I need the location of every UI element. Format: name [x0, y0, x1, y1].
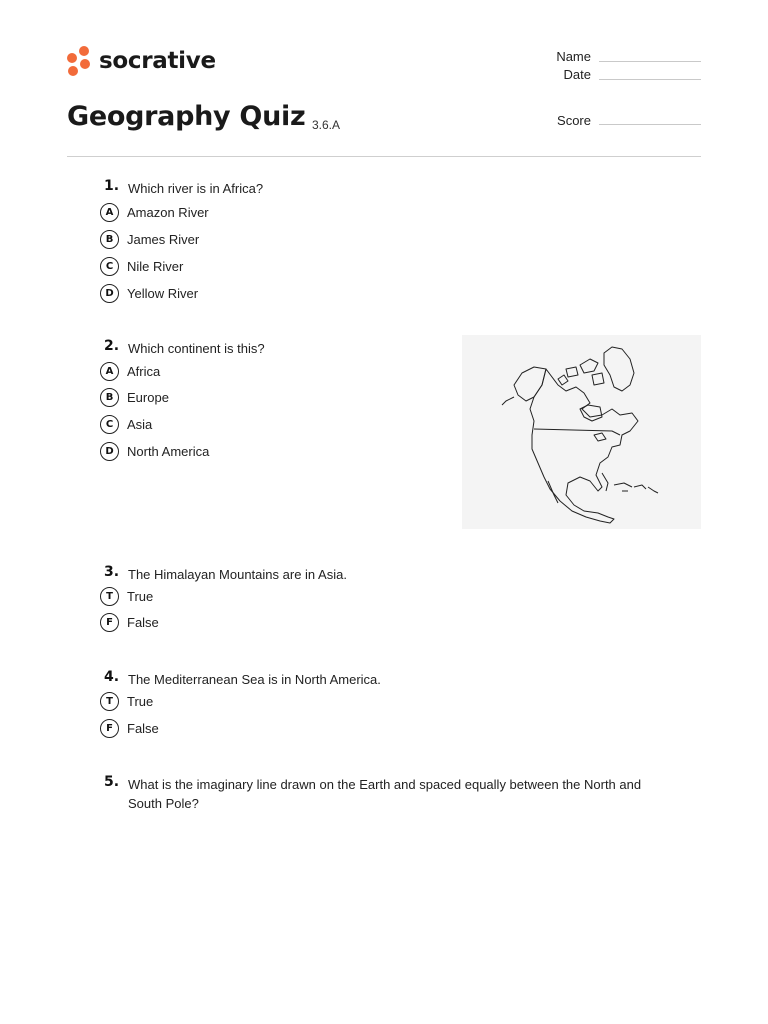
- page-title: Geography Quiz: [67, 101, 306, 132]
- option-label: True: [127, 588, 154, 604]
- answer-bubble[interactable]: A: [100, 362, 119, 381]
- option-d[interactable]: [100, 283, 198, 303]
- continent-outline-icon: [462, 335, 701, 529]
- option-a[interactable]: [100, 202, 209, 222]
- question-3: [100, 564, 700, 630]
- option-a[interactable]: [100, 361, 160, 381]
- question-number: 5.: [104, 774, 120, 790]
- answer-bubble[interactable]: T: [100, 692, 119, 711]
- answer-bubble[interactable]: F: [100, 719, 119, 738]
- option-label: Nile River: [127, 258, 184, 274]
- option-false[interactable]: [100, 718, 159, 738]
- option-true[interactable]: [100, 586, 153, 606]
- option-label: True: [127, 693, 154, 709]
- question-number: 2.: [104, 338, 120, 354]
- question-text: What is the imaginary line drawn on the Earth and spaced equally between the North and South Pole?: [128, 777, 642, 811]
- answer-bubble[interactable]: C: [100, 415, 119, 434]
- option-b[interactable]: [100, 387, 169, 407]
- answer-bubble[interactable]: D: [100, 284, 119, 303]
- answer-bubble[interactable]: T: [100, 587, 119, 606]
- question-5: [100, 774, 700, 811]
- question-text: Which river is in Africa?: [128, 181, 264, 196]
- option-d[interactable]: [100, 441, 209, 461]
- question-4: [100, 669, 700, 736]
- answer-bubble[interactable]: B: [100, 388, 119, 407]
- score-field[interactable]: [520, 113, 701, 131]
- answer-bubble[interactable]: F: [100, 613, 119, 632]
- option-label: False: [127, 720, 159, 736]
- answer-bubble[interactable]: A: [100, 203, 119, 222]
- option-c[interactable]: [100, 256, 183, 276]
- date-label: Date: [563, 67, 591, 82]
- option-label: Asia: [127, 416, 153, 432]
- score-line[interactable]: [599, 124, 701, 125]
- date-field[interactable]: [520, 67, 701, 85]
- question-1: [100, 178, 700, 301]
- answer-bubble[interactable]: B: [100, 230, 119, 249]
- answer-bubble[interactable]: C: [100, 257, 119, 276]
- answer-bubble[interactable]: D: [100, 442, 119, 461]
- question-number: 1.: [104, 178, 120, 194]
- option-label: North America: [127, 443, 210, 459]
- north-america-map: [462, 335, 701, 529]
- option-false[interactable]: [100, 612, 159, 632]
- option-label: James River: [127, 231, 200, 247]
- name-label: Name: [556, 49, 591, 64]
- question-number: 4.: [104, 669, 120, 685]
- name-field[interactable]: [520, 49, 701, 67]
- name-line[interactable]: [599, 61, 701, 62]
- option-label: Amazon River: [127, 204, 209, 220]
- option-label: Africa: [127, 363, 161, 379]
- option-label: Europe: [127, 389, 169, 405]
- option-label: False: [127, 614, 159, 630]
- socrative-logo: [67, 44, 216, 78]
- option-c[interactable]: [100, 414, 152, 434]
- logo-wordmark: socrative: [99, 48, 216, 74]
- question-number: 3.: [104, 564, 120, 580]
- score-label: Score: [557, 113, 591, 128]
- question-text: The Mediterranean Sea is in North America.: [128, 672, 381, 687]
- option-label: Yellow River: [127, 285, 199, 301]
- question-text: Which continent is this?: [128, 341, 265, 356]
- logo-dots-icon: [67, 44, 93, 78]
- date-line[interactable]: [599, 79, 701, 80]
- option-b[interactable]: [100, 229, 199, 249]
- quiz-code: 3.6.A: [312, 118, 341, 132]
- question-text: The Himalayan Mountains are in Asia.: [128, 567, 347, 582]
- header-divider: [67, 156, 701, 157]
- option-true[interactable]: [100, 691, 153, 711]
